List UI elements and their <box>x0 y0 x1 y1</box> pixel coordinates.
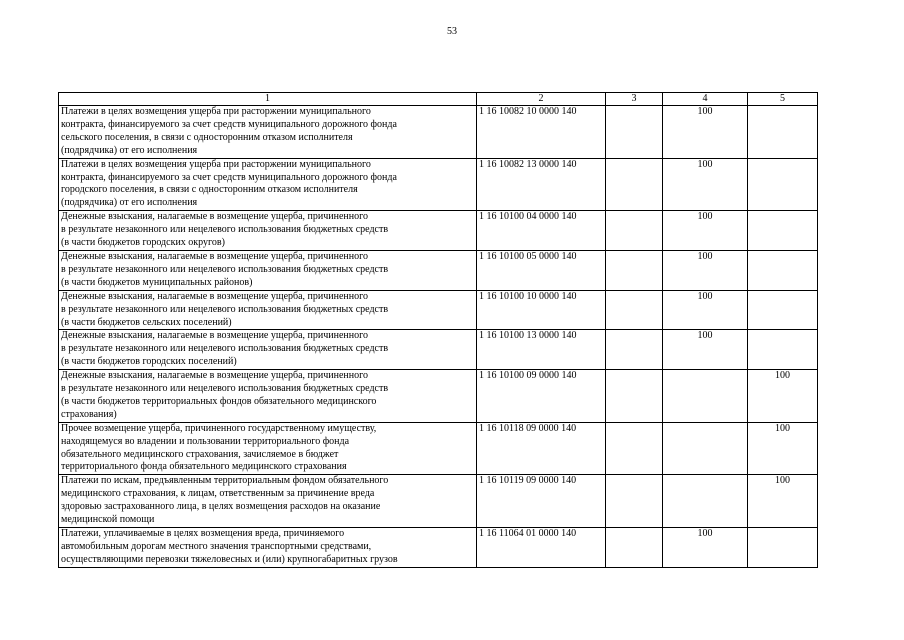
row-budget-code: 1 16 10100 13 0000 140 <box>477 330 606 370</box>
table-row <box>59 370 818 423</box>
row-budget-code: 1 16 10100 10 0000 140 <box>477 290 606 330</box>
row-col-5: 100 <box>748 370 818 423</box>
row-col-4: 100 <box>663 330 748 370</box>
row-col-4 <box>663 422 748 475</box>
row-budget-code: 1 16 10100 04 0000 140 <box>477 211 606 251</box>
row-col-3 <box>606 106 663 159</box>
row-col-4 <box>663 475 748 528</box>
row-col-5 <box>748 528 818 568</box>
row-col-3 <box>606 211 663 251</box>
row-col-5 <box>748 158 818 211</box>
row-description: Денежные взыскания, налагаемые в возмещение ущерба, причиненного в результате незаконного или нецелевого использования бюджетных средств (в части бюджетов сельских поселений) <box>59 290 477 330</box>
row-col-5: 100 <box>748 422 818 475</box>
row-col-3 <box>606 475 663 528</box>
row-col-3 <box>606 290 663 330</box>
table-row <box>59 528 818 568</box>
row-description: Платежи, уплачиваемые в целях возмещения вреда, причиняемого автомобильным дорогам местного значения транспортными средствами, осуществляющими перевозки тяжеловесных и (или) крупногабаритных грузов <box>59 528 477 568</box>
row-col-5: 100 <box>748 475 818 528</box>
row-col-4: 100 <box>663 211 748 251</box>
row-description: Платежи в целях возмещения ущерба при расторжении муниципального контракта, финансируемого за счет средств муниципального дорожного фонда городского поселения, в связи с односторонним отказом исполнителя (подрядчика) от его исполнения <box>59 158 477 211</box>
row-budget-code: 1 16 10082 10 0000 140 <box>477 106 606 159</box>
row-col-4: 100 <box>663 528 748 568</box>
row-col-3 <box>606 330 663 370</box>
header-col-2: 2 <box>477 93 606 106</box>
revenue-classification-table <box>58 92 818 568</box>
table-row <box>59 290 818 330</box>
row-col-5 <box>748 250 818 290</box>
row-description: Платежи в целях возмещения ущерба при расторжении муниципального контракта, финансируемого за счет средств муниципального дорожного фонда сельского поселения, в связи с односторонним отказом исполнителя (подрядчика) от его исполнения <box>59 106 477 159</box>
row-col-4 <box>663 370 748 423</box>
row-budget-code: 1 16 11064 01 0000 140 <box>477 528 606 568</box>
row-col-3 <box>606 250 663 290</box>
row-col-4: 100 <box>663 250 748 290</box>
page-number: 53 <box>447 26 457 37</box>
row-col-3 <box>606 528 663 568</box>
table-row <box>59 250 818 290</box>
header-col-3: 3 <box>606 93 663 106</box>
table-header-row <box>59 93 818 106</box>
row-col-4: 100 <box>663 106 748 159</box>
row-col-5 <box>748 211 818 251</box>
row-description: Денежные взыскания, налагаемые в возмещение ущерба, причиненного в результате незаконного или нецелевого использования бюджетных средств (в части бюджетов городских поселений) <box>59 330 477 370</box>
table-row <box>59 422 818 475</box>
table-row <box>59 158 818 211</box>
table-row <box>59 106 818 159</box>
row-description: Денежные взыскания, налагаемые в возмещение ущерба, причиненного в результате незаконного или нецелевого использования бюджетных средств (в части бюджетов муниципальных районов) <box>59 250 477 290</box>
row-col-5 <box>748 290 818 330</box>
row-budget-code: 1 16 10082 13 0000 140 <box>477 158 606 211</box>
row-description: Денежные взыскания, налагаемые в возмещение ущерба, причиненного в результате незаконного или нецелевого использования бюджетных средств (в части бюджетов городских округов) <box>59 211 477 251</box>
table-row <box>59 211 818 251</box>
row-budget-code: 1 16 10100 05 0000 140 <box>477 250 606 290</box>
row-col-5 <box>748 106 818 159</box>
row-col-3 <box>606 370 663 423</box>
table-row <box>59 330 818 370</box>
header-col-1: 1 <box>59 93 477 106</box>
row-col-5 <box>748 330 818 370</box>
table-row <box>59 475 818 528</box>
row-budget-code: 1 16 10118 09 0000 140 <box>477 422 606 475</box>
row-col-4: 100 <box>663 290 748 330</box>
row-budget-code: 1 16 10100 09 0000 140 <box>477 370 606 423</box>
row-col-3 <box>606 158 663 211</box>
row-budget-code: 1 16 10119 09 0000 140 <box>477 475 606 528</box>
row-description: Денежные взыскания, налагаемые в возмещение ущерба, причиненного в результате незаконного или нецелевого использования бюджетных средств (в части бюджетов территориальных фондов обязательного медицинского страхования) <box>59 370 477 423</box>
row-description: Прочее возмещение ущерба, причиненного государственному имуществу, находящемуся во владении и пользовании территориального фонда обязательного медицинского страхования, зачисляемое в бюджет территориального фонда обязательного медицинского страхования <box>59 422 477 475</box>
row-col-4: 100 <box>663 158 748 211</box>
header-col-5: 5 <box>748 93 818 106</box>
row-description: Платежи по искам, предъявленным территориальным фондом обязательного медицинского страхования, к лицам, ответственным за причинение вреда здоровью застрахованного лица, в целях возмещения расходов на оказание медицинской помощи <box>59 475 477 528</box>
table-body <box>59 106 818 568</box>
row-col-3 <box>606 422 663 475</box>
header-col-4: 4 <box>663 93 748 106</box>
